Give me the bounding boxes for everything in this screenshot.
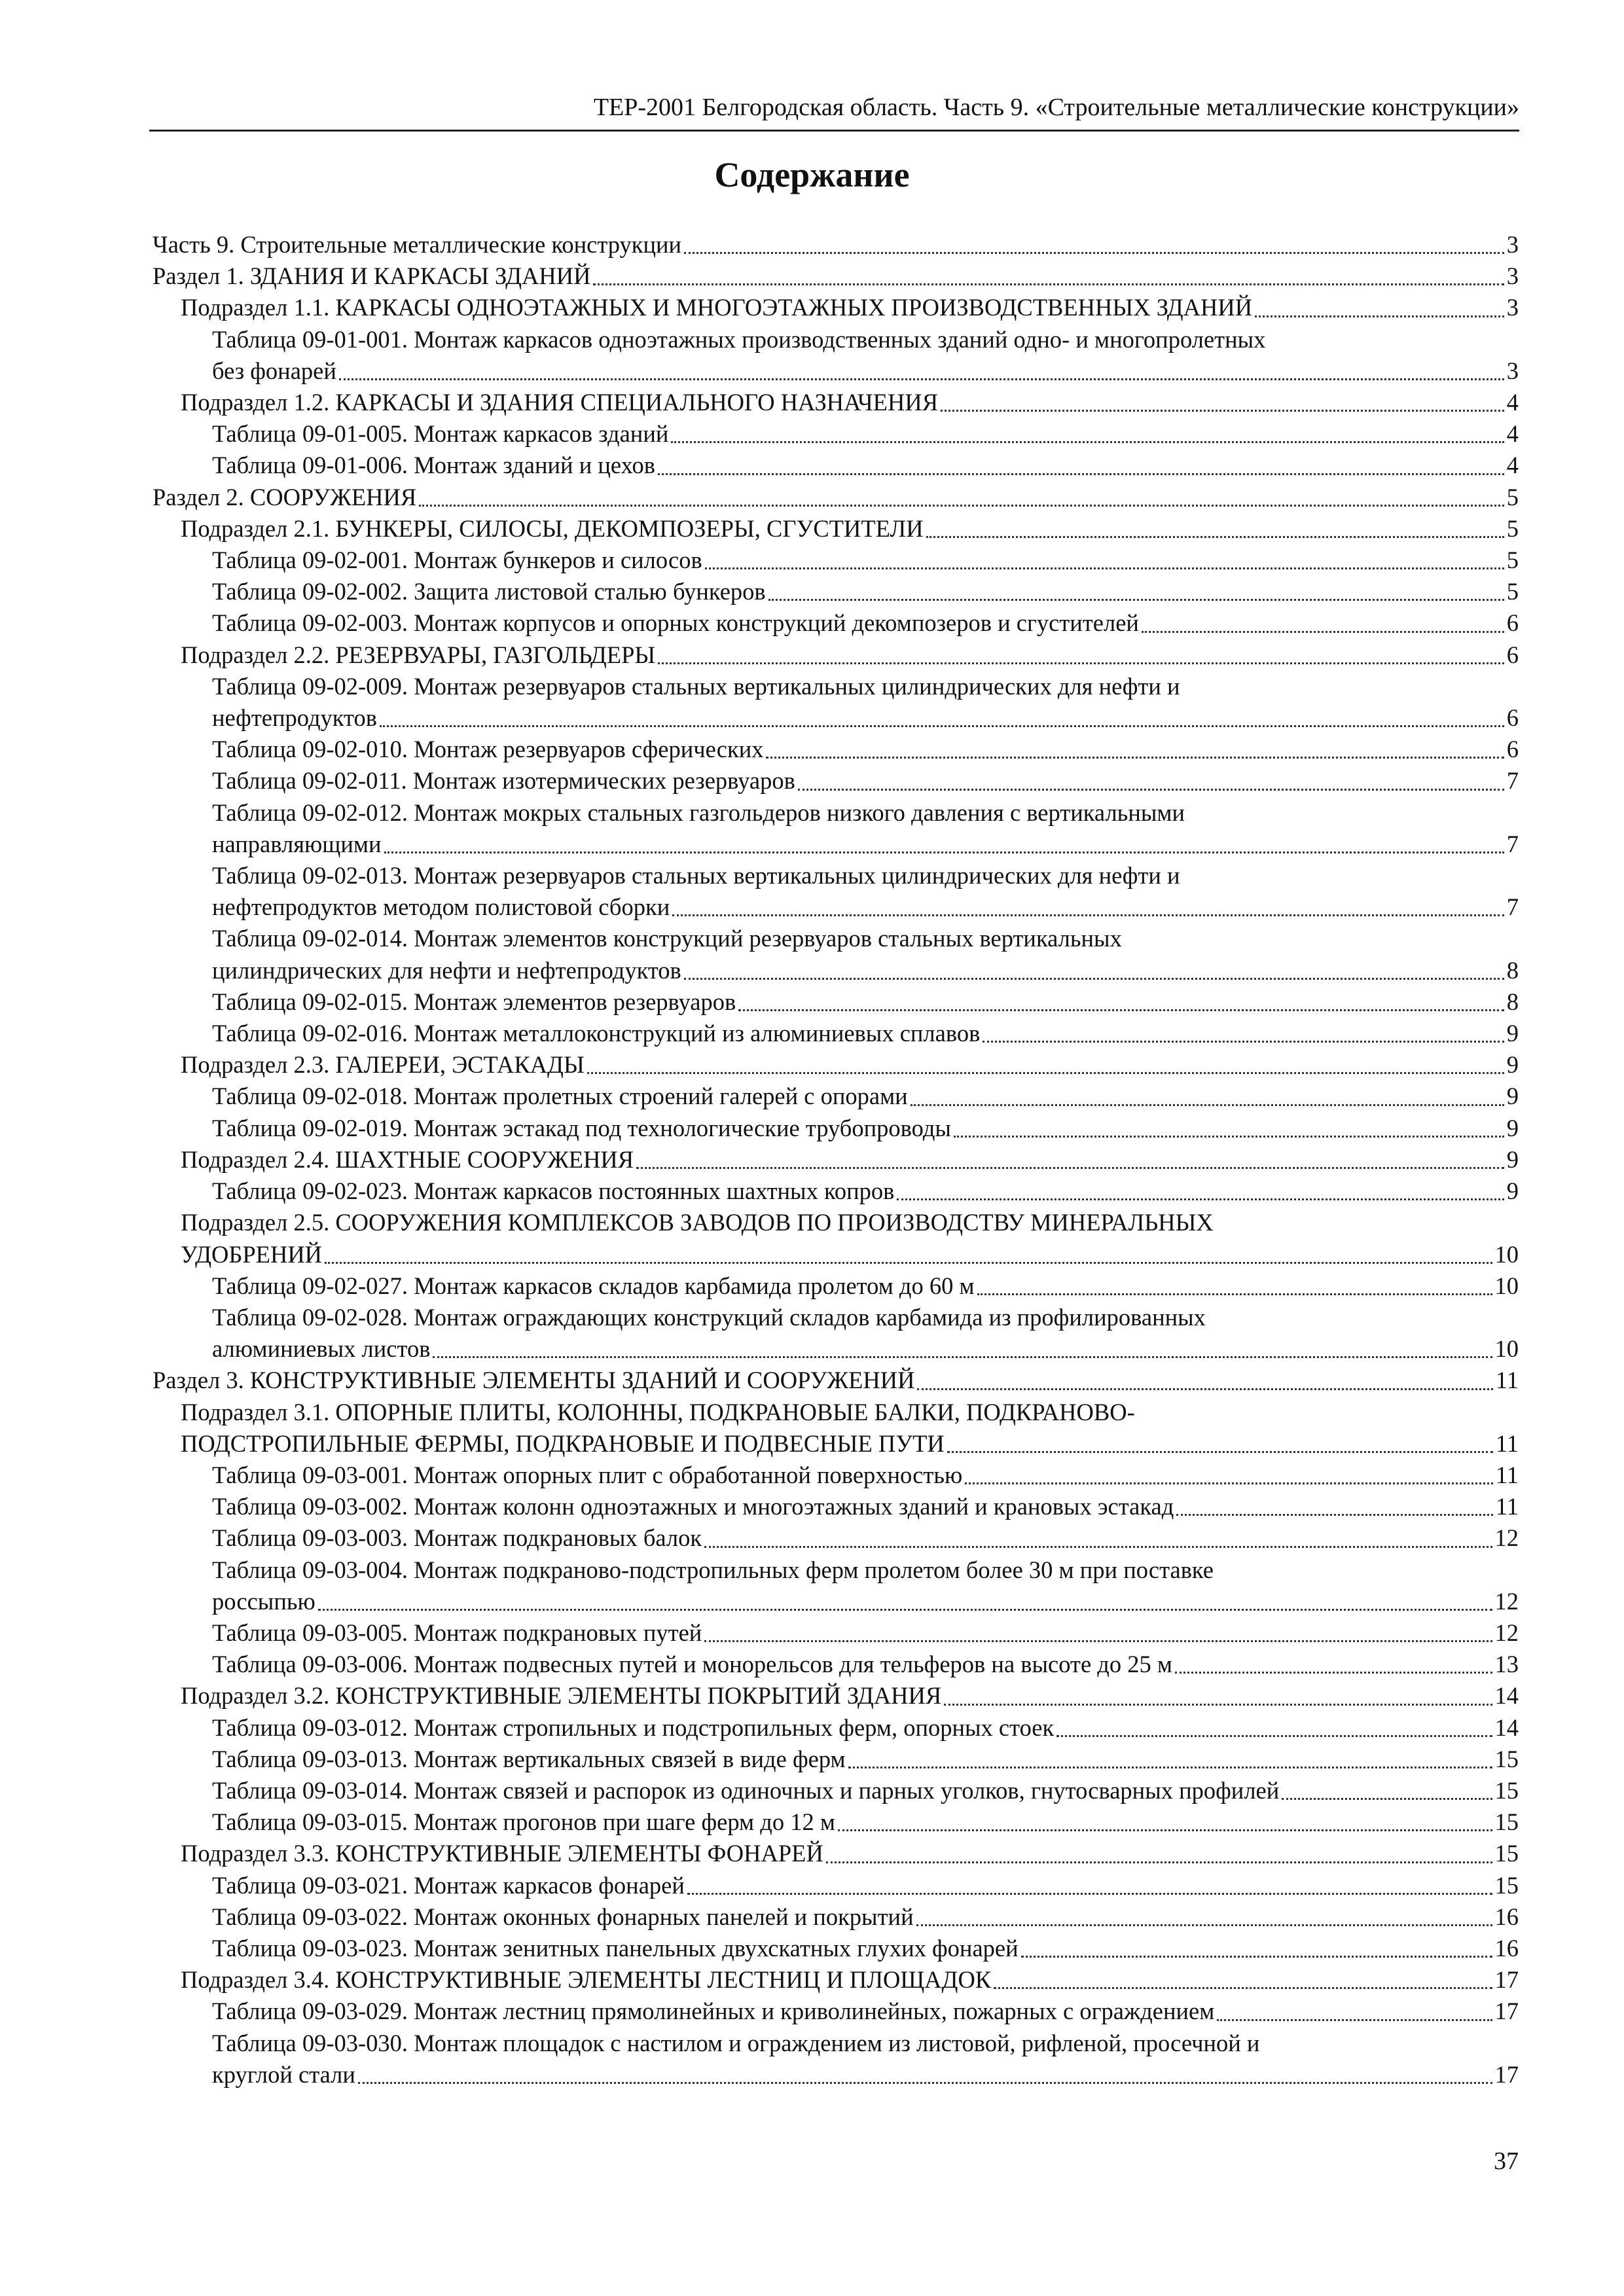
- toc-entry-line: [181, 1207, 1519, 1238]
- dot-leader: [672, 914, 1504, 916]
- toc-entry-line: [181, 513, 1519, 545]
- toc-entry-line: [181, 1838, 1519, 1869]
- toc-entry-line: [212, 1649, 1519, 1680]
- toc-entry-text: Таблица 09-02-027. Монтаж каркасов складов карбамида пролетом до 60 м: [212, 1272, 975, 1299]
- dot-leader: [384, 852, 1504, 853]
- toc-entry-line: [181, 387, 1519, 418]
- toc-entry[interactable]: [153, 923, 1519, 986]
- toc-entry[interactable]: [153, 1775, 1519, 1806]
- toc-entry[interactable]: [153, 1049, 1519, 1081]
- toc-entry[interactable]: [153, 1712, 1519, 1744]
- toc-page-number: 14: [1494, 1713, 1519, 1741]
- toc-entry[interactable]: [153, 1554, 1519, 1617]
- toc-entry-text: нефтепродуктов методом полистовой сборки: [212, 893, 670, 921]
- toc-entry[interactable]: [153, 797, 1519, 860]
- toc-entry-text: Таблица 09-03-021. Монтаж каркасов фонарей: [212, 1871, 685, 1899]
- toc-entry-text: Подраздел 2.5. СООРУЖЕНИЯ КОМПЛЕКСОВ ЗАВОДОВ ПО ПРОИЗВОДСТВУ МИНЕРАЛЬНЫХ: [181, 1209, 1214, 1236]
- dot-leader: [917, 1388, 1492, 1390]
- dot-leader: [684, 252, 1504, 254]
- toc-entry[interactable]: [153, 2028, 1519, 2090]
- toc-entry-text: Таблица 09-03-003. Монтаж подкрановых балок: [212, 1524, 702, 1552]
- toc-entry-line: [181, 1397, 1519, 1428]
- toc-entry-text: Таблица 09-03-013. Монтаж вертикальных связей в виде ферм: [212, 1745, 846, 1772]
- toc-entry-line: [212, 1933, 1519, 1964]
- dot-leader: [419, 505, 1504, 507]
- toc-entry[interactable]: [153, 986, 1519, 1018]
- toc-page-number: 10: [1494, 1272, 1519, 1299]
- dot-leader: [947, 1451, 1493, 1453]
- toc-page-number: 17: [1494, 1966, 1519, 1994]
- toc-entry[interactable]: [153, 576, 1519, 607]
- toc-page-number: 6: [1506, 704, 1519, 732]
- toc-entry-line: [212, 1775, 1519, 1806]
- dot-leader: [704, 1640, 1492, 1642]
- toc-entry[interactable]: [153, 324, 1519, 387]
- toc-entry-text: круглой стали: [212, 2060, 355, 2088]
- dot-leader: [1217, 2019, 1492, 2021]
- toc-entry[interactable]: [153, 1207, 1519, 1270]
- toc-entry-text: Подраздел 1.2. КАРКАСЫ И ЗДАНИЯ СПЕЦИАЛЬНОГО НАЗНАЧЕНИЯ: [181, 389, 939, 416]
- toc-page-number: 6: [1506, 641, 1519, 668]
- toc-page-number: 9: [1506, 1145, 1519, 1173]
- toc-entry-text: Таблица 09-03-004. Монтаж подкраново-подстропильных ферм пролетом более 30 м при поставке: [212, 1556, 1214, 1583]
- toc-entry[interactable]: [153, 1522, 1519, 1554]
- dot-leader: [1142, 631, 1504, 633]
- toc-entry-text: Таблица 09-02-019. Монтаж эстакад под технологические трубопроводы: [212, 1114, 951, 1141]
- toc-page-number: 5: [1506, 483, 1519, 511]
- toc-entry-line: [212, 1081, 1519, 1112]
- toc-entry-line: [212, 545, 1519, 576]
- dot-leader: [926, 536, 1504, 538]
- toc-entry[interactable]: [153, 734, 1519, 765]
- dot-leader: [766, 757, 1504, 759]
- toc-entry-text: Подраздел 2.3. ГАЛЕРЕИ, ЭСТАКАДЫ: [181, 1051, 585, 1079]
- toc-page-number: 3: [1506, 357, 1519, 384]
- dot-leader: [684, 978, 1504, 980]
- toc-page-number: 7: [1506, 893, 1519, 921]
- dot-leader: [738, 1009, 1504, 1011]
- toc-page-number: 8: [1506, 988, 1519, 1015]
- toc-entry[interactable]: [153, 545, 1519, 576]
- toc-entry-text: Таблица 09-02-002. Защита листовой сталью бункеров: [212, 578, 766, 605]
- toc-page-number: 6: [1506, 736, 1519, 763]
- toc-entry-text: Таблица 09-02-010. Монтаж резервуаров сферических: [212, 736, 764, 763]
- toc-page-number: 15: [1494, 1745, 1519, 1772]
- toc-entry[interactable]: [153, 1744, 1519, 1775]
- toc-entry-text: Таблица 09-02-015. Монтаж элементов резервуаров: [212, 988, 736, 1015]
- toc-entry-text: Раздел 3. КОНСТРУКТИВНЫЕ ЭЛЕМЕНТЫ ЗДАНИЙ И СООРУЖЕНИЙ: [153, 1367, 915, 1394]
- dot-leader: [1282, 1798, 1492, 1800]
- dot-leader: [826, 1861, 1492, 1863]
- toc-entry-text: Таблица 09-03-012. Монтаж стропильных и подстропильных ферм, опорных стоек: [212, 1713, 1055, 1741]
- dot-leader: [944, 1704, 1492, 1706]
- toc-entry-text: Подраздел 2.2. РЕЗЕРВУАРЫ, ГАЗГОЛЬДЕРЫ: [181, 641, 656, 668]
- toc-entry-text: Таблица 09-01-001. Монтаж каркасов одноэтажных производственных зданий одно- и многопролетных: [212, 325, 1266, 353]
- dot-leader: [768, 599, 1504, 601]
- toc-entry[interactable]: [153, 1933, 1519, 1964]
- dot-leader: [798, 789, 1504, 791]
- toc-page-number: 6: [1506, 609, 1519, 637]
- dot-leader: [704, 1546, 1492, 1548]
- toc-entry-text: направляющими: [212, 830, 382, 857]
- dot-leader: [318, 1609, 1492, 1611]
- toc-page-number: 4: [1506, 420, 1519, 448]
- toc-page-number: 9: [1506, 1114, 1519, 1141]
- toc-entry-line: [212, 1617, 1519, 1649]
- toc-entry-text: Подраздел 3.1. ОПОРНЫЕ ПЛИТЫ, КОЛОННЫ, ПОДКРАНОВЫЕ БАЛКИ, ПОДКРАНОВО-: [181, 1398, 1135, 1426]
- toc-entry-line: [212, 702, 1519, 734]
- toc-page-number: 9: [1506, 1177, 1519, 1205]
- toc-entry[interactable]: [153, 1680, 1519, 1712]
- toc-entry-line: [212, 1744, 1519, 1775]
- toc-entry-line: [153, 1365, 1519, 1396]
- toc-entry[interactable]: [153, 1081, 1519, 1112]
- toc-page-number: 13: [1494, 1651, 1519, 1678]
- toc-entry-line: [212, 1586, 1519, 1617]
- toc-page-number: 11: [1495, 1367, 1519, 1394]
- toc-entry-line: [212, 891, 1519, 923]
- dot-leader: [983, 1041, 1504, 1043]
- toc-entry[interactable]: [153, 387, 1519, 418]
- toc-page-number: 15: [1494, 1808, 1519, 1836]
- dot-leader: [358, 2082, 1492, 2084]
- toc-entry-text: Таблица 09-02-023. Монтаж каркасов постоянных шахтных копров: [212, 1177, 895, 1205]
- toc-entry[interactable]: [153, 292, 1519, 323]
- toc-entry[interactable]: [153, 671, 1519, 734]
- toc-entry[interactable]: [153, 1460, 1519, 1491]
- toc-entry-line: [212, 1175, 1519, 1207]
- toc-page-number: 14: [1494, 1682, 1519, 1710]
- toc-page-number: 16: [1494, 1903, 1519, 1930]
- dot-leader: [1056, 1735, 1492, 1737]
- toc-entry[interactable]: [153, 1144, 1519, 1175]
- toc-entry-line: [212, 607, 1519, 639]
- toc-entry-line: [181, 1144, 1519, 1175]
- toc-entry-text: Таблица 09-02-001. Монтаж бункеров и силосов: [212, 547, 702, 574]
- toc-entry-text: Таблица 09-02-012. Монтаж мокрых стальных газгольдеров низкого давления с вертикальными: [212, 798, 1185, 826]
- toc-entry-text: цилиндрических для нефти и нефтепродуктов: [212, 956, 681, 984]
- dot-leader: [897, 1198, 1504, 1200]
- toc-entry[interactable]: [153, 860, 1519, 923]
- toc-page-number: 16: [1494, 1934, 1519, 1962]
- toc-entry-text: Раздел 2. СООРУЖЕНИЯ: [153, 483, 417, 511]
- toc-entry-line: [181, 1428, 1519, 1460]
- toc-entry-line: [212, 1901, 1519, 1933]
- toc-entry-line: [212, 734, 1519, 765]
- dot-leader: [838, 1829, 1492, 1831]
- toc-entry-text: Раздел 1. ЗДАНИЯ И КАРКАСЫ ЗДАНИЙ: [153, 262, 591, 290]
- toc-entry-text: УДОБРЕНИЙ: [181, 1240, 323, 1268]
- toc-entry-text: Таблица 09-03-001. Монтаж опорных плит с обработанной поверхностью: [212, 1461, 963, 1488]
- dot-leader: [339, 378, 1504, 380]
- toc-entry-line: [212, 1270, 1519, 1302]
- dot-leader: [965, 1482, 1493, 1484]
- toc-page-number: 5: [1506, 578, 1519, 605]
- toc-entry-text: Подраздел 1.1. КАРКАСЫ ОДНОЭТАЖНЫХ И МНОГОЭТАЖНЫХ ПРОИЗВОДСТВЕННЫХ ЗДАНИЙ: [181, 294, 1253, 321]
- dot-leader: [687, 1893, 1492, 1895]
- toc-page-number: 7: [1506, 830, 1519, 857]
- dot-leader: [848, 1767, 1492, 1768]
- toc-entry[interactable]: [153, 1617, 1519, 1649]
- toc-entry-line: [212, 324, 1519, 355]
- toc-entry-text: Таблица 09-03-029. Монтаж лестниц прямолинейных и криволинейных, пожарных с ограждением: [212, 1998, 1215, 2025]
- dot-leader: [977, 1293, 1492, 1295]
- toc-entry-line: [212, 955, 1519, 986]
- toc-page-number: 4: [1506, 389, 1519, 416]
- toc-page-number: 5: [1506, 547, 1519, 574]
- toc-page-number: 15: [1494, 1840, 1519, 1867]
- toc-entry-line: [212, 1712, 1519, 1744]
- dot-leader: [705, 567, 1504, 569]
- toc-page-number: 12: [1494, 1587, 1519, 1615]
- toc-page-number: 12: [1494, 1619, 1519, 1646]
- toc-entry-line: [212, 1996, 1519, 2027]
- dot-leader: [671, 441, 1504, 443]
- toc-entry-line: [212, 671, 1519, 702]
- toc-entry[interactable]: [153, 1870, 1519, 1901]
- toc-page-number: 17: [1494, 2060, 1519, 2088]
- dot-leader: [1175, 1672, 1492, 1674]
- toc-entry-text: Таблица 09-03-030. Монтаж площадок с настилом и ограждением из листовой, рифленой, просечной и: [212, 2029, 1260, 2056]
- toc-entry-text: Подраздел 3.3. КОНСТРУКТИВНЫЕ ЭЛЕМЕНТЫ ФОНАРЕЙ: [181, 1840, 823, 1867]
- toc-entry[interactable]: [153, 765, 1519, 797]
- toc-entry-text: алюминиевых листов: [212, 1335, 431, 1363]
- dot-leader: [1176, 1514, 1493, 1516]
- toc-entry-text: Таблица 09-02-018. Монтаж пролетных строений галерей с опорами: [212, 1083, 908, 1110]
- toc-entry-text: Таблица 09-03-005. Монтаж подкрановых путей: [212, 1619, 702, 1646]
- toc-entry[interactable]: [153, 1270, 1519, 1302]
- toc-entry-text: Таблица 09-03-023. Монтаж зенитных панельных двухскатных глухих фонарей: [212, 1934, 1019, 1962]
- dot-leader: [911, 1104, 1504, 1106]
- dot-leader: [954, 1136, 1504, 1138]
- toc-entry-line: [212, 1554, 1519, 1586]
- dot-leader: [1255, 315, 1504, 317]
- toc-page-number: 3: [1506, 262, 1519, 290]
- toc-page-number: 3: [1506, 231, 1519, 258]
- toc-page-number: 5: [1506, 514, 1519, 542]
- toc-entry[interactable]: [153, 1996, 1519, 2027]
- toc-entry-text: Таблица 09-02-028. Монтаж ограждающих конструкций складов карбамида из профилированных: [212, 1303, 1206, 1331]
- toc-entry-text: ПОДСТРОПИЛЬНЫЕ ФЕРМЫ, ПОДКРАНОВЫЕ И ПОДВЕСНЫЕ ПУТИ: [181, 1429, 945, 1457]
- toc-entry-line: [212, 923, 1519, 954]
- toc-entry-text: без фонарей: [212, 357, 336, 384]
- toc-entry-line: [212, 1333, 1519, 1365]
- toc-entry[interactable]: [153, 607, 1519, 639]
- toc-entry-line: [212, 576, 1519, 607]
- toc-entry[interactable]: [153, 1365, 1519, 1396]
- toc-entry[interactable]: [153, 1806, 1519, 1838]
- toc-page-number: 9: [1506, 1051, 1519, 1079]
- toc-entry-line: [181, 1049, 1519, 1081]
- toc-page-number: 3: [1506, 294, 1519, 321]
- toc-entry-text: Таблица 09-03-002. Монтаж колонн одноэтажных и многоэтажных зданий и крановых эстакад: [212, 1493, 1174, 1520]
- dot-leader: [593, 283, 1504, 285]
- toc-page-number: 11: [1495, 1461, 1519, 1488]
- toc-page-number: 15: [1494, 1871, 1519, 1899]
- toc-entry-line: [212, 797, 1519, 829]
- toc-entry[interactable]: [153, 639, 1519, 671]
- toc-entry[interactable]: [153, 482, 1519, 513]
- toc-entry[interactable]: [153, 1901, 1519, 1933]
- toc-page-number: 11: [1495, 1493, 1519, 1520]
- toc-entry-line: [212, 1806, 1519, 1838]
- toc-page-number: 7: [1506, 767, 1519, 795]
- toc-entry[interactable]: [153, 513, 1519, 545]
- toc-page-number: 9: [1506, 1083, 1519, 1110]
- toc-entry-text: Таблица 09-03-022. Монтаж оконных фонарных панелей и покрытий: [212, 1903, 914, 1930]
- dot-leader: [1021, 1956, 1492, 1958]
- toc-entry[interactable]: [153, 229, 1519, 260]
- toc-entry[interactable]: [153, 260, 1519, 292]
- toc-entry-line: [212, 860, 1519, 891]
- toc-entry[interactable]: [153, 1175, 1519, 1207]
- toc-entry-text: Таблица 09-03-014. Монтаж связей и распорок из одиночных и парных уголков, гнутосварных профилей: [212, 1776, 1280, 1804]
- toc-entry-line: [212, 829, 1519, 860]
- toc-entry[interactable]: [153, 1302, 1519, 1365]
- dot-leader: [380, 725, 1504, 727]
- toc-entry[interactable]: [153, 1964, 1519, 1996]
- toc-entry-text: Подраздел 2.1. БУНКЕРЫ, СИЛОСЫ, ДЕКОМПОЗЕРЫ, СГУСТИТЕЛИ: [181, 514, 924, 542]
- toc-entry-text: Таблица 09-02-016. Монтаж металлоконструкций из алюминиевых сплавов: [212, 1020, 981, 1047]
- toc-entry-text: Таблица 09-02-013. Монтаж резервуаров стальных вертикальных цилиндрических для нефти и: [212, 862, 1180, 889]
- page-title: Содержание: [714, 155, 910, 194]
- toc-entry-text: Таблица 09-03-006. Монтаж подвесных путей и монорельсов для тельферов на высоте до 25 м: [212, 1651, 1172, 1678]
- toc-entry-line: [212, 1302, 1519, 1333]
- toc-page-number: 10: [1494, 1335, 1519, 1363]
- toc-entry[interactable]: [153, 418, 1519, 450]
- dot-leader: [994, 1987, 1492, 1989]
- dot-leader: [658, 662, 1504, 664]
- toc-entry-text: Подраздел 2.4. ШАХТНЫЕ СООРУЖЕНИЯ: [181, 1145, 634, 1173]
- dot-leader: [636, 1167, 1504, 1169]
- toc-entry-line: [181, 1680, 1519, 1712]
- dot-leader: [325, 1262, 1492, 1264]
- toc-entry-text: Часть 9. Строительные металлические конструкции: [153, 231, 682, 258]
- toc-entry-line: [212, 1522, 1519, 1554]
- toc-page-number: 8: [1506, 956, 1519, 984]
- toc-entry-line: [212, 418, 1519, 450]
- toc-entry[interactable]: [153, 1018, 1519, 1049]
- toc-entry-text: Таблица 09-01-005. Монтаж каркасов зданий: [212, 420, 669, 448]
- toc-page-number: 4: [1506, 452, 1519, 479]
- toc-entry-line: [153, 482, 1519, 513]
- toc-page-number: 15: [1494, 1776, 1519, 1804]
- toc-entry-text: Таблица 09-03-015. Монтаж прогонов при шаге ферм до 12 м: [212, 1808, 835, 1836]
- toc-entry-text: нефтепродуктов: [212, 704, 377, 732]
- toc-entry-text: Таблица 09-02-009. Монтаж резервуаров стальных вертикальных цилиндрических для нефти и: [212, 672, 1180, 700]
- toc-entry-line: [153, 229, 1519, 260]
- running-header: ТЕР-2001 Белгородская область. Часть 9. «Строительные металлические конструкции»: [149, 92, 1519, 132]
- toc-entry-line: [212, 986, 1519, 1018]
- toc-entry-line: [212, 765, 1519, 797]
- toc-entry-line: [212, 355, 1519, 387]
- toc-entry-text: россыпью: [212, 1587, 316, 1615]
- toc-entry-line: [181, 639, 1519, 671]
- toc-page-number: 11: [1495, 1429, 1519, 1457]
- toc-entry-text: Таблица 09-02-011. Монтаж изотермических резервуаров: [212, 767, 795, 795]
- dot-leader: [658, 473, 1504, 475]
- dot-leader: [587, 1072, 1504, 1074]
- toc-entry-line: [212, 2059, 1519, 2090]
- toc-entry-line: [181, 1964, 1519, 1996]
- dot-leader: [916, 1924, 1492, 1926]
- toc-entry[interactable]: [153, 1113, 1519, 1144]
- dot-leader: [433, 1356, 1492, 1358]
- toc-entry-text: Таблица 09-01-006. Монтаж зданий и цехов: [212, 452, 655, 479]
- toc-entry-line: [212, 1460, 1519, 1491]
- toc-entry-line: [212, 1018, 1519, 1049]
- toc-entry-text: Подраздел 3.4. КОНСТРУКТИВНЫЕ ЭЛЕМЕНТЫ ЛЕСТНИЦ И ПЛОЩАДОК: [181, 1966, 992, 1994]
- toc-entry[interactable]: [153, 1838, 1519, 1869]
- dot-leader: [941, 410, 1504, 412]
- toc-entry-text: Подраздел 3.2. КОНСТРУКТИВНЫЕ ЭЛЕМЕНТЫ ПОКРЫТИЙ ЗДАНИЯ: [181, 1682, 942, 1710]
- toc-entry-line: [153, 260, 1519, 292]
- toc-entry-line: [181, 292, 1519, 323]
- toc-entry-line: [212, 1491, 1519, 1522]
- toc-entry[interactable]: [153, 450, 1519, 481]
- toc-page-number: 9: [1506, 1020, 1519, 1047]
- toc-entry-line: [181, 1239, 1519, 1270]
- toc-page-number: 12: [1494, 1524, 1519, 1552]
- toc-entry-line: [212, 2028, 1519, 2059]
- toc-entry-text: Таблица 09-02-003. Монтаж корпусов и опорных конструкций декомпозеров и сгустителей: [212, 609, 1139, 637]
- page-number: 37: [1494, 2147, 1519, 2175]
- toc-entry[interactable]: [153, 1397, 1519, 1460]
- toc-page-number: 17: [1494, 1998, 1519, 2025]
- toc-page-number: 10: [1494, 1240, 1519, 1268]
- toc-entry-text: Таблица 09-02-014. Монтаж элементов конструкций резервуаров стальных вертикальных: [212, 925, 1122, 952]
- toc-entry-line: [212, 1113, 1519, 1144]
- toc-entry[interactable]: [153, 1491, 1519, 1522]
- toc-entry-line: [212, 1870, 1519, 1901]
- toc-entry-line: [212, 450, 1519, 481]
- toc-entry[interactable]: [153, 1649, 1519, 1680]
- table-of-contents: [153, 229, 1519, 2090]
